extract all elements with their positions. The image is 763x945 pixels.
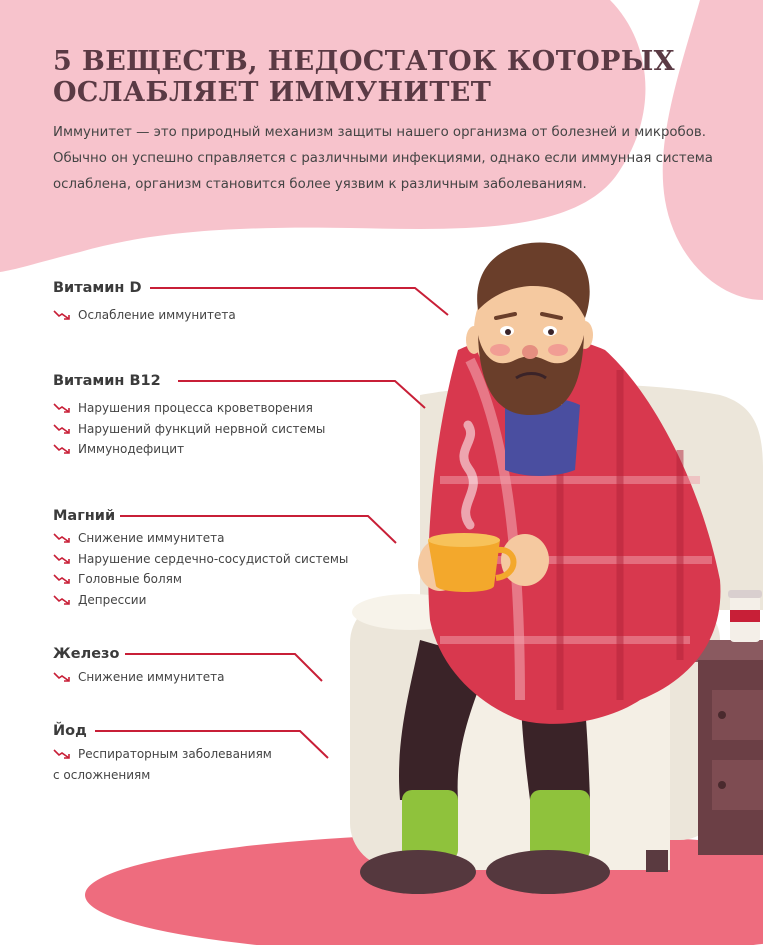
list-item	[53, 419, 325, 440]
page-title	[53, 46, 713, 108]
intro-paragraph	[53, 120, 733, 198]
item-list	[53, 744, 272, 785]
list-item	[53, 439, 325, 460]
list-item	[53, 744, 272, 765]
item-text: Иммунодефицит	[78, 442, 185, 456]
trend-down-arrow-icon	[53, 594, 73, 606]
item-list	[53, 398, 325, 460]
item-list	[53, 305, 236, 326]
item-text: Ослабление иммунитета	[78, 308, 236, 322]
section-vitamin-d	[53, 278, 236, 326]
list-item	[53, 667, 224, 688]
trend-down-arrow-icon	[53, 553, 73, 565]
trend-down-arrow-icon	[53, 748, 73, 760]
trend-down-arrow-icon	[53, 423, 73, 435]
item-text: Респираторным заболеваниям	[78, 747, 272, 761]
item-continuation: с осложнениям	[53, 767, 151, 782]
trend-down-arrow-icon	[53, 443, 73, 455]
list-item	[53, 590, 348, 611]
trend-down-arrow-icon	[53, 573, 73, 585]
item-list	[53, 528, 348, 610]
title-line: 5 ВЕЩЕСТВ, НЕДОСТАТОК КОТОРЫХ	[53, 46, 676, 77]
section-iodine	[53, 721, 272, 785]
list-item	[53, 305, 236, 326]
intro-line: ослаблена, организм становится более уязвим к различным заболеваниям.	[53, 177, 587, 192]
list-item	[53, 569, 348, 590]
trend-down-arrow-icon	[53, 532, 73, 544]
intro-line: Иммунитет — это природный механизм защиты нашего организма от болезней и микробов.	[53, 125, 706, 140]
item-text: Снижение иммунитета	[78, 531, 225, 545]
section-vitamin-b12	[53, 371, 325, 460]
section-title: Витамин D	[53, 280, 142, 296]
list-item	[53, 549, 348, 570]
item-text: Нарушение сердечно-сосудистой системы	[78, 551, 349, 566]
item-text: Снижение иммунитета	[78, 670, 225, 684]
item-text: Депрессии	[78, 592, 147, 607]
trend-down-arrow-icon	[53, 402, 73, 414]
trend-down-arrow-icon	[53, 309, 73, 321]
item-text: Нарушения процесса кроветворения	[78, 401, 313, 415]
section-title: Йод	[53, 723, 87, 739]
item-text: Нарушений функций нервной системы	[78, 421, 326, 436]
intro-line: Обычно он успешно справляется с различными инфекциями, однако если иммунная система	[53, 151, 713, 166]
list-item	[53, 528, 348, 549]
section-magnesium	[53, 506, 348, 610]
trend-down-arrow-icon	[53, 671, 73, 683]
section-title: Железо	[53, 646, 120, 662]
title-line: ОСЛАБЛЯЕТ ИММУНИТЕТ	[53, 77, 492, 108]
item-list	[53, 667, 224, 688]
item-text: Головные болям	[78, 572, 182, 586]
section-title: Витамин B12	[53, 373, 161, 389]
section-iron	[53, 644, 224, 688]
list-item	[53, 398, 325, 419]
section-title: Магний	[53, 508, 116, 524]
